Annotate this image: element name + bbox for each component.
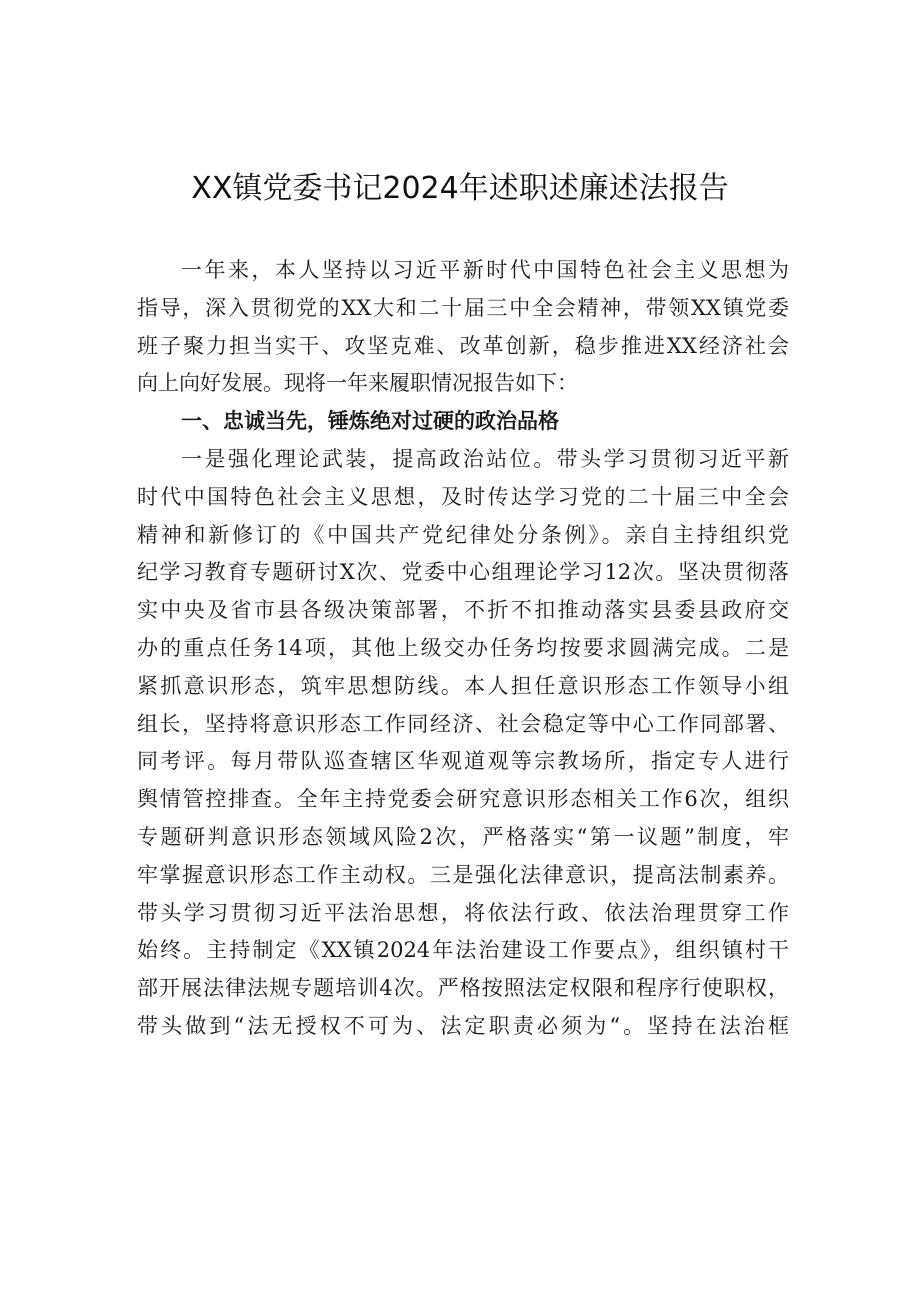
paragraph-line: 同考评。每月带队巡查辖区华观道观等宗教场所，指定专人进行 xyxy=(137,749,789,774)
paragraph-line: 班子聚力担当实干、攻坚克难、改革创新，稳步推进XX经济社会 xyxy=(137,333,789,358)
paragraph-line: 办的重点任务14项，其他上级交办任务均按要求圆满完成。二是 xyxy=(137,635,789,660)
paragraph-line: 紧抓意识形态，筑牢思想防线。本人担任意识形态工作领导小组 xyxy=(137,673,789,698)
paragraph-line: 纪学习教育专题研讨X次、党委中心组理论学习12次。坚决贯彻落 xyxy=(137,560,789,585)
paragraph-line: 带头做到“法无授权不可为、法定职责必须为“。坚持在法治框 xyxy=(137,1013,789,1038)
paragraph-line: 始终。主持制定《XX镇2024年法治建设工作要点》，组织镇村干 xyxy=(137,938,789,963)
paragraph-line: 专题研判意识形态领域风险2次，严格落实“第一议题”制度，牢 xyxy=(137,824,789,849)
paragraph-line: 向上向好发展。现将一年来履职情况报告如下： xyxy=(137,371,578,396)
document-title: XX镇党委书记2024年述职述廉述法报告 xyxy=(191,171,729,206)
paragraph-line: 指导，深入贯彻党的XX大和二十届三中全会精神，带领XX镇党委 xyxy=(137,295,789,320)
paragraph-line: 组长，坚持将意识形态工作同经济、社会稳定等中心工作同部署、 xyxy=(137,711,789,736)
document-body xyxy=(137,252,789,1046)
paragraph-line: 带头学习贯彻习近平法治思想，将依法行政、依法治理贯穿工作 xyxy=(137,900,789,925)
paragraph-line: 时代中国特色社会主义思想，及时传达学习党的二十届三中全会 xyxy=(137,484,789,509)
paragraph-line: 一是强化理论武装，提高政治站位。带头学习贯彻习近平新 xyxy=(181,446,789,471)
paragraph-line: 牢掌握意识形态工作主动权。三是强化法律意识，提高法制素养。 xyxy=(137,862,789,887)
paragraph-line: 舆情管控排查。全年主持党委会研究意识形态相关工作6次，组织 xyxy=(137,787,789,812)
paragraph-line: 部开展法律法规专题培训4次。严格按照法定权限和程序行使职权， xyxy=(137,976,789,1001)
section-heading: 一、忠诚当先，锤炼绝对过硬的政治品格 xyxy=(181,409,559,434)
paragraph-line: 精神和新修订的《中国共产党纪律处分条例》。亲自主持组织党 xyxy=(137,522,789,547)
paragraph-line: 实中央及省市县各级决策部署，不折不扣推动落实县委县政府交 xyxy=(137,598,789,623)
paragraph-line: 一年来，本人坚持以习近平新时代中国特色社会主义思想为 xyxy=(181,258,789,282)
